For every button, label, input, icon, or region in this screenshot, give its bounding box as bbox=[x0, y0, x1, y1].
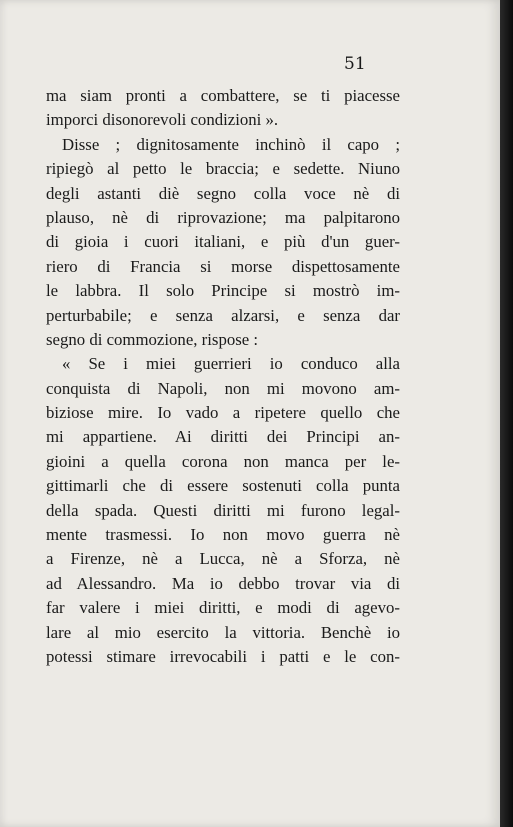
text-line: di gioia i cuori italiani, e più d'un guer- bbox=[46, 232, 400, 252]
text-line: perturbabile; e senza alzarsi, e senza dar bbox=[46, 305, 400, 325]
text-line: riero di Francia si morse dispettosamente bbox=[46, 256, 400, 276]
text-line: ad Alessandro. Ma io debbo trovar via di bbox=[46, 573, 400, 593]
text-line: gioini a quella corona non manca per le- bbox=[46, 451, 400, 471]
text-line: « Se i miei guerrieri io conduco alla bbox=[62, 354, 400, 374]
text-line: ripiegò al petto le braccia; e sedette. Niuno bbox=[46, 159, 400, 179]
text-line: lare al mio esercito la vittoria. Benchè io bbox=[46, 622, 400, 642]
text-line: plauso, nè di riprovazione; ma palpitarono bbox=[46, 207, 400, 227]
page-number: 51 bbox=[344, 54, 366, 74]
text-line: della spada. Questi diritti mi furono legal- bbox=[46, 500, 400, 520]
text-line: biziose mire. Io vado a ripetere quello che bbox=[46, 403, 400, 423]
text-line: segno di commozione, rispose : bbox=[46, 329, 259, 349]
text-line: imporci disonorevoli condizioni ». bbox=[46, 110, 279, 130]
text-line: Disse ; dignitosamente inchinò il capo ; bbox=[62, 134, 400, 154]
body-text bbox=[46, 84, 400, 669]
text-line: a Firenze, nè a Lucca, nè a Sforza, nè bbox=[46, 549, 400, 569]
text-line: far valere i miei diritti, e modi di agevo- bbox=[46, 598, 400, 618]
text-line: mente trasmessi. Io non movo guerra nè bbox=[46, 525, 400, 545]
book-gutter bbox=[500, 0, 513, 827]
text-line: mi appartiene. Ai diritti dei Principi an- bbox=[46, 427, 400, 447]
text-line: degli astanti diè segno colla voce nè di bbox=[46, 183, 400, 203]
text-line: potessi stimare irrevocabili i patti e le con- bbox=[46, 646, 400, 666]
text-line: ma siam pronti a combattere, se ti piacesse bbox=[46, 86, 400, 105]
text-line: le labbra. Il solo Principe si mostrò im- bbox=[46, 281, 400, 301]
text-line: gittimarli che di essere sostenuti colla punta bbox=[46, 476, 400, 496]
text-line: conquista di Napoli, non mi movono am- bbox=[46, 378, 400, 398]
